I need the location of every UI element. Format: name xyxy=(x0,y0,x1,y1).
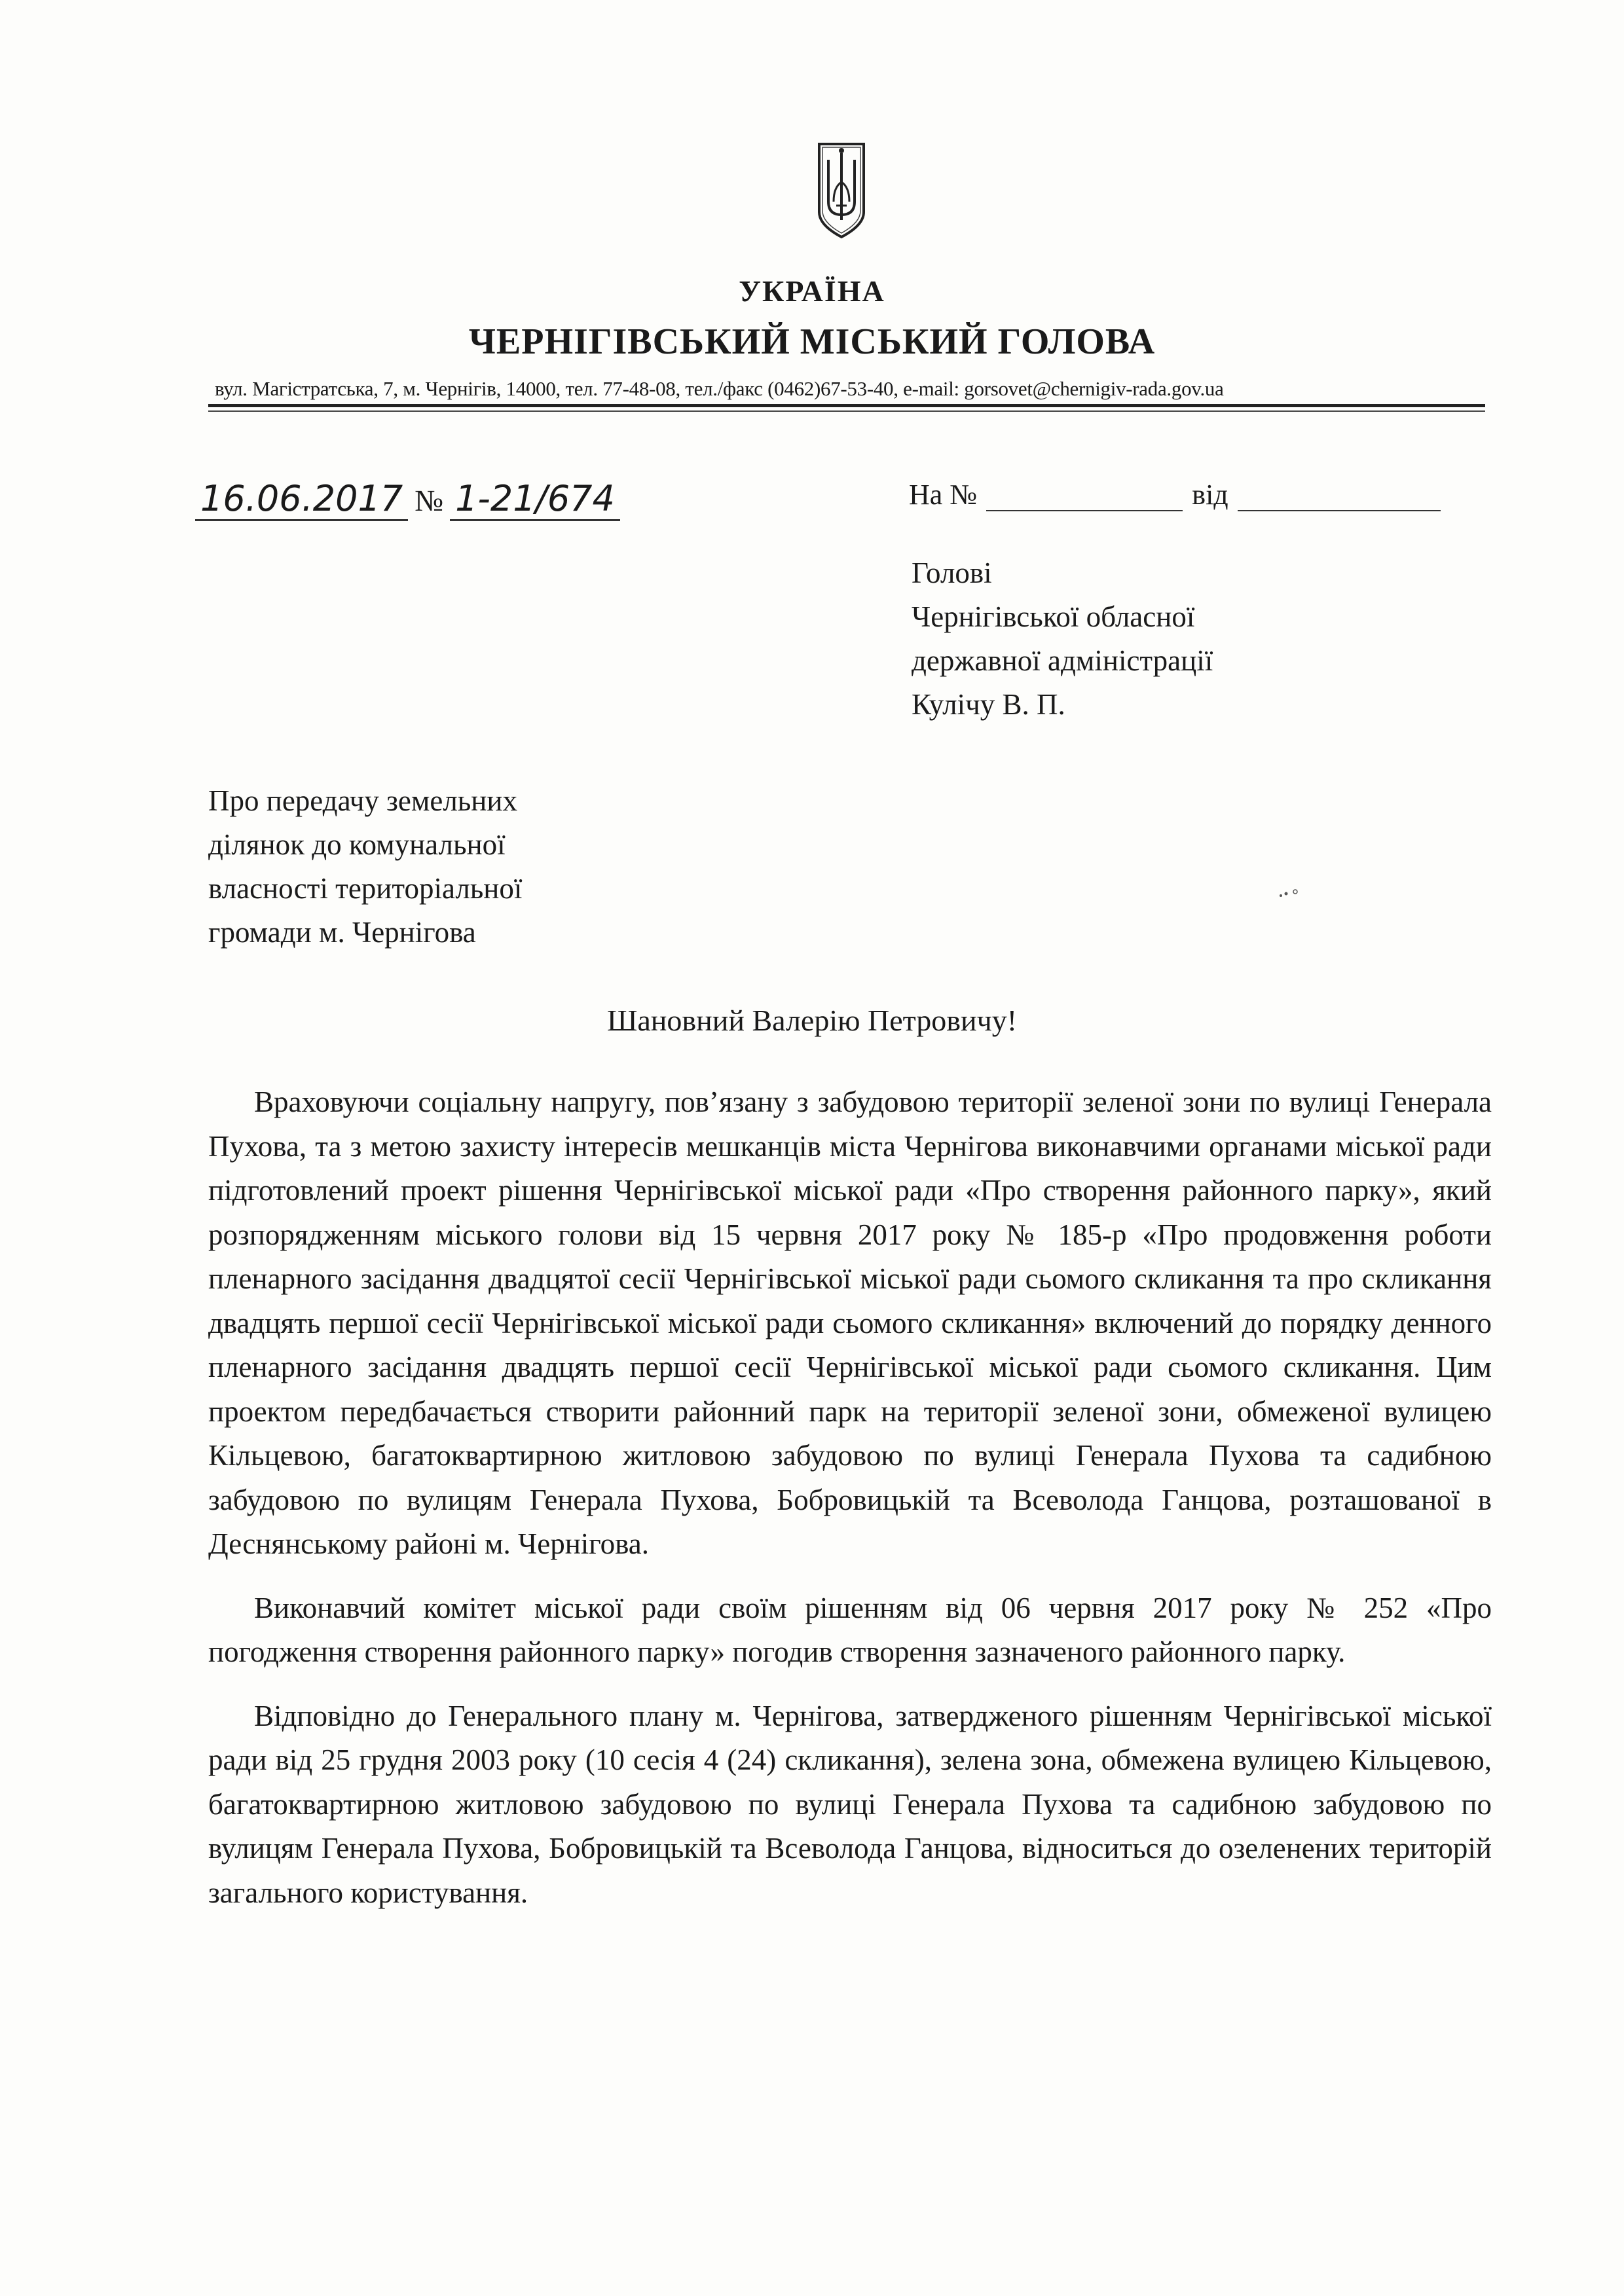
ref-from-label: від xyxy=(1192,479,1228,511)
header-divider-thin xyxy=(208,410,1485,412)
subject-line: ділянок до комунальної xyxy=(208,828,506,861)
recipient-line: Кулічу В. П. xyxy=(912,688,1065,721)
body-paragraph: Відповідно до Генерального плану м. Чернігова, затвердженого рішенням Чернігівської міської ради від 25 грудня 2003 року (10 сесія 4 (24) скликання), зелена зона, обмежена вулицею Кільцевою, багатоквартирною житловою забудовою по вулиці Генерала Пухова та садибною забудовою по вулицям Генерала Пухова, Бобровицькій та Всеволода Ганцова, відноситься до озеленених територій загального користування. xyxy=(208,1699,1492,1909)
ref-date-blank xyxy=(1238,486,1441,511)
office-address: вул. Магістратська, 7, м. Чернігів, 14000, тел. 77-48-08, тел./факс (0462)67-53-40, e-mail: gorsovet@chernigiv-rada.gov.ua xyxy=(215,377,1224,400)
outgoing-registration xyxy=(195,478,620,521)
greeting: Шановний Валерію Петровичу! xyxy=(606,1004,1018,1037)
registration-number: 1-21/674 xyxy=(450,478,620,521)
ref-number-label: На № xyxy=(909,479,978,511)
country-title: УКРАЇНА xyxy=(739,274,885,308)
reference-line xyxy=(909,478,1441,511)
subject-line: громади м. Чернігова xyxy=(208,916,476,949)
subject-line: власності територіальної xyxy=(208,872,523,905)
recipient-line: Чернігівської обласної xyxy=(912,600,1195,633)
body-paragraph: Враховуючи соціальну напругу, пов’язану з забудовою території зеленої зони по вулиці Генерала Пухова, та з метою захисту інтересів мешканців міста Чернігова виконавчими органами міської ради підготовлений проект рішення Чернігівської міської ради «Про створення районного парку», який розпорядженням міського голови від 15 червня 2017 року № 185-р «Про продовження роботи пленарного засідання двадцятої сесії Чернігівської міської ради сьомого скликання та про скликання двадцять першої сесії Чернігівської міської ради сьомого скликання» включений до порядку денного пленарного засідання двадцять першої сесії Чернігівської міської ради сьомого скликання. Цим проектом передбачається створити районний парк на території зеленої зони, обмеженої вулицею Кільцевою, багатоквартирною житловою забудовою по вулиці Генерала Пухова та садибною забудовою по вулицям Генерала Пухова, Бобровицькій та Всеволода Ганцова, розташованої в Деснянському районі м. Чернігова. xyxy=(208,1085,1492,1560)
registration-date: 16.06.2017 xyxy=(195,478,408,521)
recipient-line: державної адміністрації xyxy=(912,644,1213,677)
ref-number-blank xyxy=(986,486,1183,511)
letter-body xyxy=(208,1080,1492,1935)
body-paragraph: Виконавчий комітет міської ради своїм рішенням від 06 червня 2017 року № 252 «Про погодження створення районного парку» погодив створення зазначеного районного парку. xyxy=(208,1591,1492,1668)
trident-coat-of-arms-icon xyxy=(817,141,866,240)
subject-block xyxy=(208,779,522,955)
header-divider xyxy=(208,404,1485,407)
number-sign: № xyxy=(415,484,444,517)
office-title: ЧЕРНІГІВСЬКИЙ МІСЬКИЙ ГОЛОВА xyxy=(468,321,1156,362)
recipient-block xyxy=(912,551,1213,727)
subject-line: Про передачу земельних xyxy=(208,784,517,817)
recipient-line: Голові xyxy=(912,556,992,589)
ink-speck xyxy=(1276,888,1302,900)
